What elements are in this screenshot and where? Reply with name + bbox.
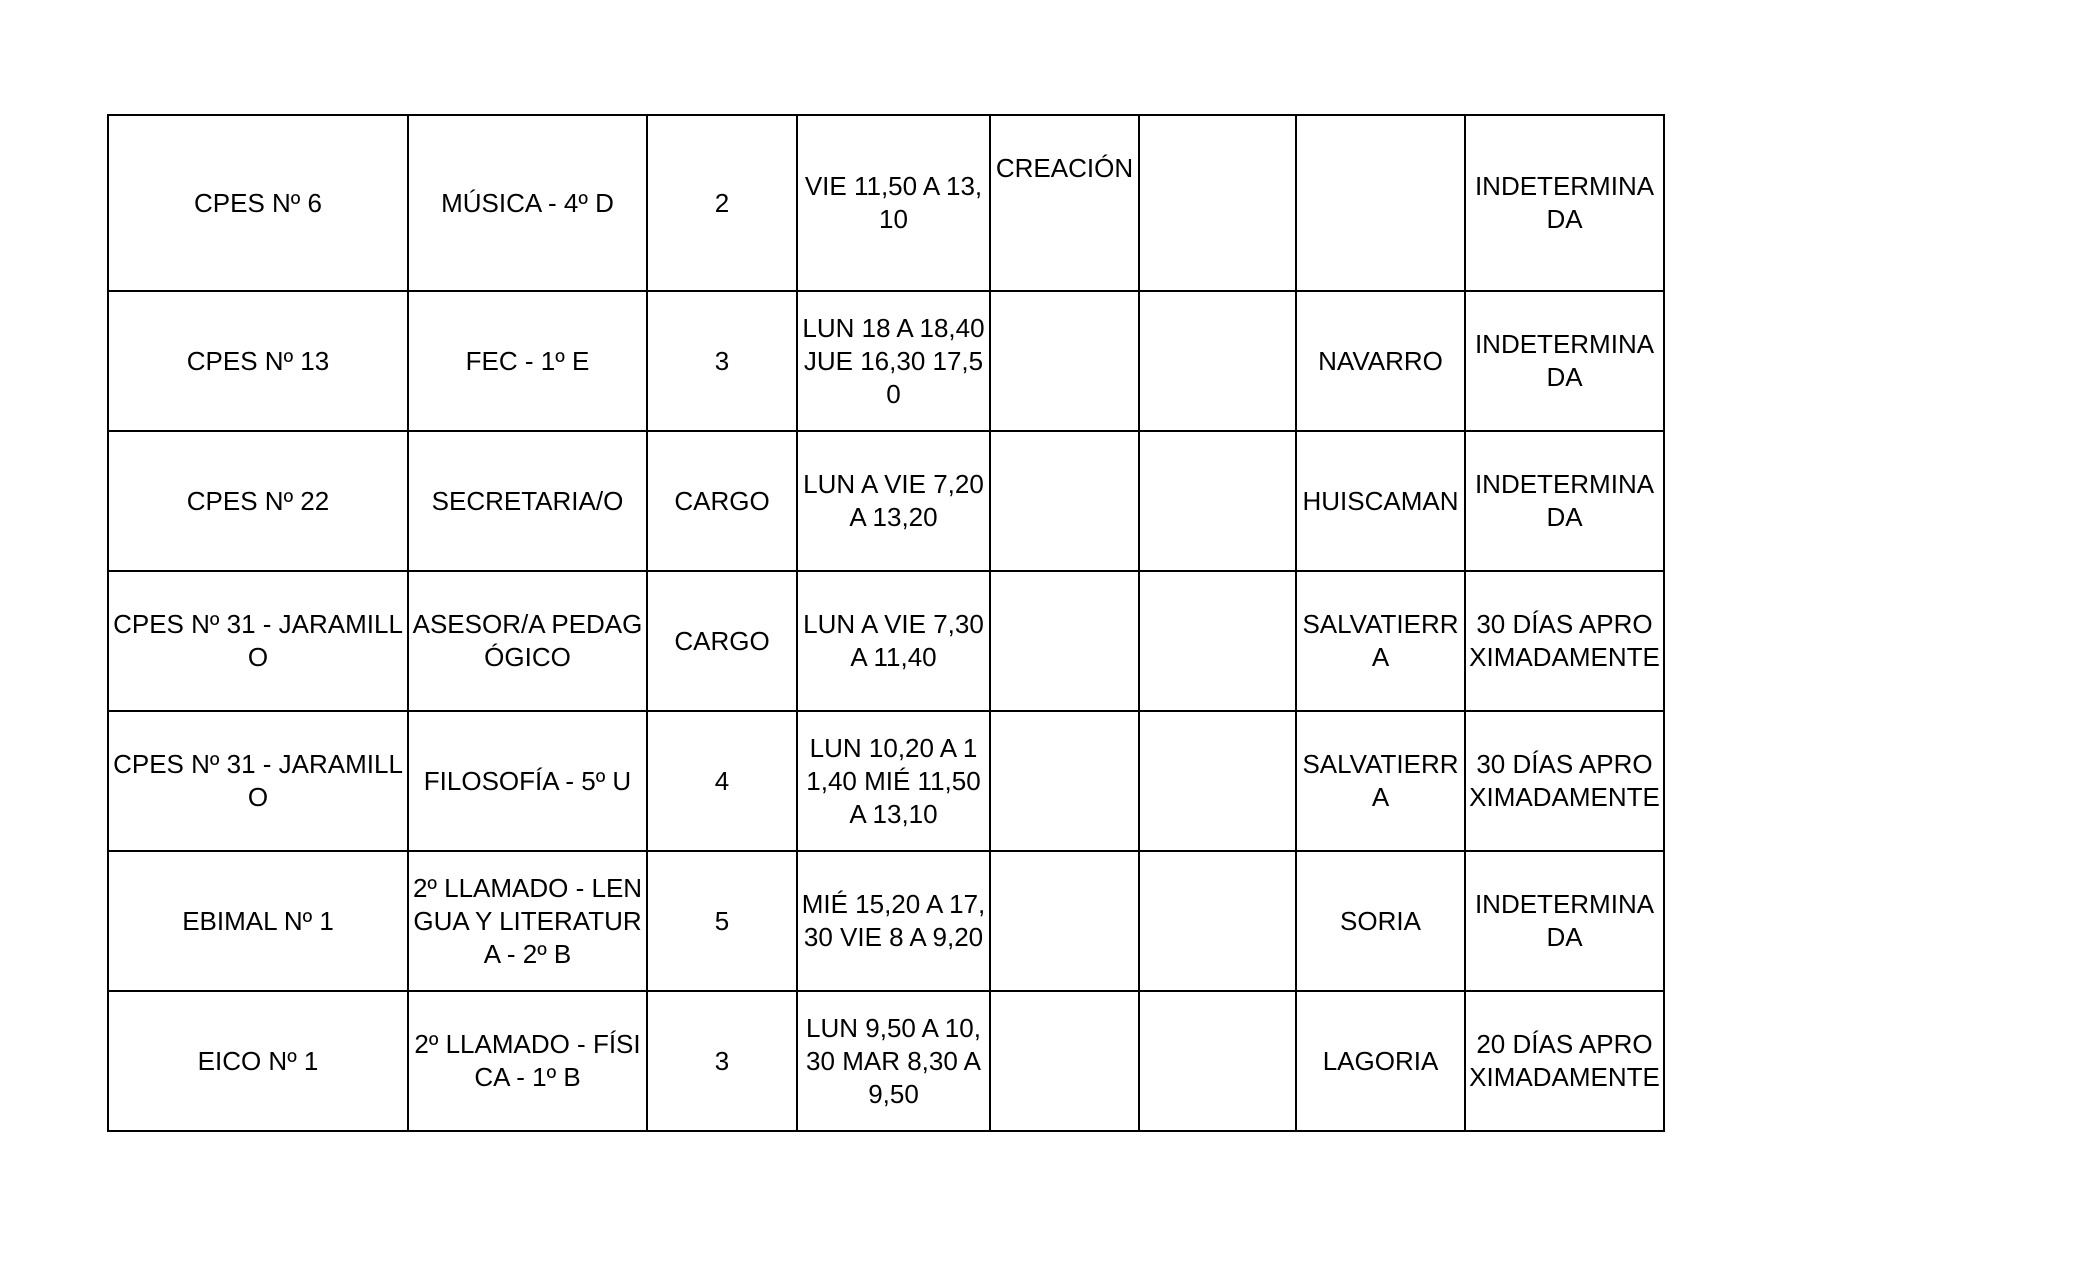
extra-cell — [1139, 711, 1296, 851]
table-row — [108, 991, 1664, 1131]
hours-cell: 5 — [647, 851, 797, 991]
extra-cell — [1139, 571, 1296, 711]
subject-cell: 2º LLAMADO - FÍSICA - 1º B — [408, 991, 647, 1131]
schedule-cell: VIE 11,50 A 13,10 — [797, 115, 990, 291]
schedule-cell: MIÉ 15,20 A 17,30 VIE 8 A 9,20 — [797, 851, 990, 991]
hours-cell: CARGO — [647, 431, 797, 571]
vacancy-table — [107, 114, 1665, 1132]
table-row — [108, 711, 1664, 851]
schedule-cell: LUN A VIE 7,30 A 11,40 — [797, 571, 990, 711]
school-cell: CPES Nº 13 — [108, 291, 408, 431]
holder-cell: SALVATIERRA — [1296, 571, 1465, 711]
reason-cell — [990, 571, 1139, 711]
schedule-cell: LUN 10,20 A 11,40 MIÉ 11,50 A 13,10 — [797, 711, 990, 851]
reason-cell — [990, 431, 1139, 571]
hours-cell: CARGO — [647, 571, 797, 711]
table-row — [108, 115, 1664, 291]
table-row — [108, 431, 1664, 571]
reason-cell — [990, 291, 1139, 431]
school-cell: CPES Nº 31 - JARAMILLO — [108, 571, 408, 711]
extra-cell — [1139, 291, 1296, 431]
duration-cell: INDETERMINADA — [1465, 115, 1664, 291]
subject-cell: FILOSOFÍA - 5º U — [408, 711, 647, 851]
reason-cell — [990, 711, 1139, 851]
hours-cell: 2 — [647, 115, 797, 291]
subject-cell: FEC - 1º E — [408, 291, 647, 431]
extra-cell — [1139, 115, 1296, 291]
table-row — [108, 851, 1664, 991]
schedule-cell: LUN 9,50 A 10,30 MAR 8,30 A 9,50 — [797, 991, 990, 1131]
holder-cell: NAVARRO — [1296, 291, 1465, 431]
duration-cell: 30 DÍAS APROXIMADAMENTE — [1465, 711, 1664, 851]
school-cell: CPES Nº 6 — [108, 115, 408, 291]
schedule-cell: LUN 18 A 18,40 JUE 16,30 17,50 — [797, 291, 990, 431]
school-cell: EICO Nº 1 — [108, 991, 408, 1131]
school-cell: EBIMAL Nº 1 — [108, 851, 408, 991]
extra-cell — [1139, 431, 1296, 571]
duration-cell: 30 DÍAS APROXIMADAMENTE — [1465, 571, 1664, 711]
holder-cell — [1296, 115, 1465, 291]
subject-cell: SECRETARIA/O — [408, 431, 647, 571]
subject-cell: 2º LLAMADO - LENGUA Y LITERATURA - 2º B — [408, 851, 647, 991]
subject-cell: ASESOR/A PEDAGÓGICO — [408, 571, 647, 711]
school-cell: CPES Nº 22 — [108, 431, 408, 571]
holder-cell: SALVATIERRA — [1296, 711, 1465, 851]
duration-cell: INDETERMINADA — [1465, 291, 1664, 431]
hours-cell: 3 — [647, 291, 797, 431]
reason-cell: CREACIÓN — [990, 115, 1139, 291]
table-row — [108, 291, 1664, 431]
duration-cell: INDETERMINADA — [1465, 851, 1664, 991]
hours-cell: 3 — [647, 991, 797, 1131]
holder-cell: SORIA — [1296, 851, 1465, 991]
extra-cell — [1139, 851, 1296, 991]
reason-cell — [990, 991, 1139, 1131]
duration-cell: 20 DÍAS APROXIMADAMENTE — [1465, 991, 1664, 1131]
reason-cell — [990, 851, 1139, 991]
table-row — [108, 571, 1664, 711]
extra-cell — [1139, 991, 1296, 1131]
schedule-cell: LUN A VIE 7,20 A 13,20 — [797, 431, 990, 571]
holder-cell: HUISCAMAN — [1296, 431, 1465, 571]
holder-cell: LAGORIA — [1296, 991, 1465, 1131]
duration-cell: INDETERMINADA — [1465, 431, 1664, 571]
hours-cell: 4 — [647, 711, 797, 851]
school-cell: CPES Nº 31 - JARAMILLO — [108, 711, 408, 851]
subject-cell: MÚSICA - 4º D — [408, 115, 647, 291]
